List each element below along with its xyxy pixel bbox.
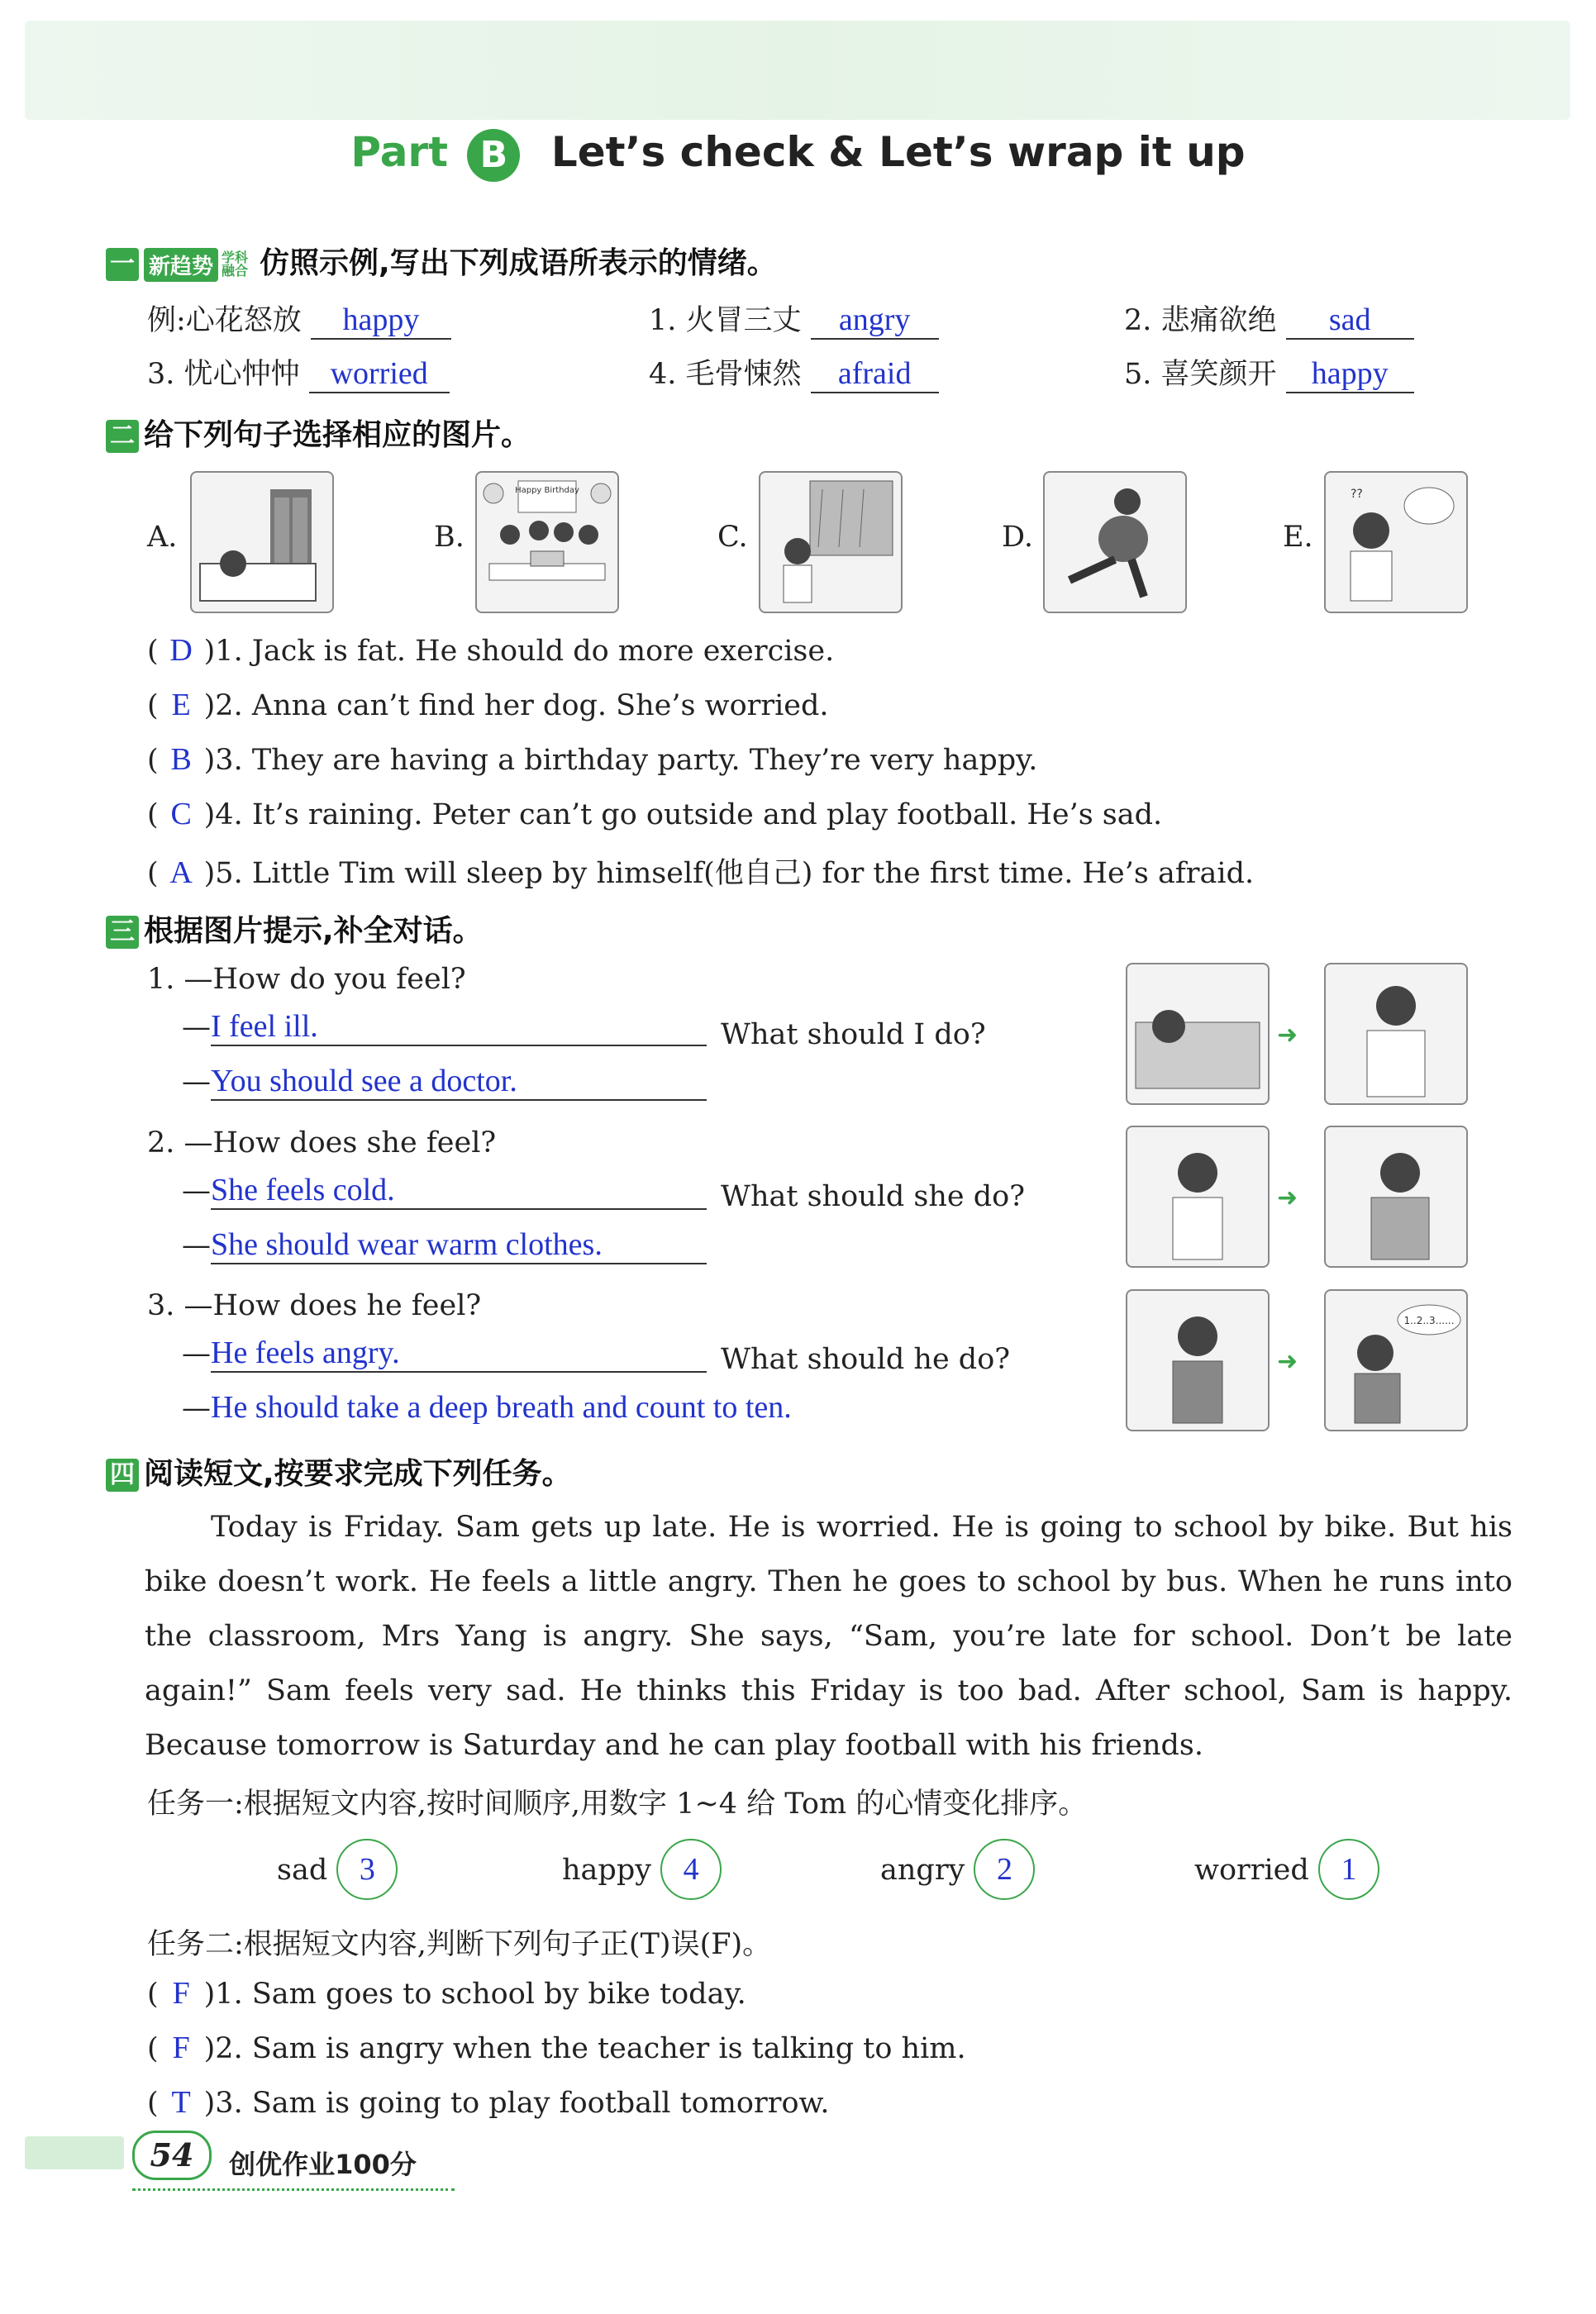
- mood-item: [1194, 1839, 1379, 1900]
- dialog-answer[interactable]: You should see a doctor.: [211, 1063, 707, 1101]
- dialog-question: 3. —How does he feel?: [147, 1289, 482, 1322]
- section4-instruction: 阅读短文,按要求完成下列任务。: [144, 1457, 572, 1491]
- matching-text: )2. Anna can’t find her dog. She’s worried.: [203, 689, 829, 722]
- picture-sleeping-child: [190, 471, 334, 613]
- section2-badge: 二: [106, 420, 139, 453]
- dialog-answer[interactable]: He should take a deep breath and count to ten.: [211, 1390, 792, 1425]
- dialog-answer[interactable]: She should wear warm clothes.: [211, 1226, 707, 1264]
- matching-item: ( D )1. Jack is fat. He should do more exercise.: [147, 633, 835, 668]
- picture-rainy-window: [759, 471, 903, 613]
- task1-instruction: 任务一:根据短文内容,按时间顺序,用数字 1~4 给 Tom 的心情变化排序。: [147, 1788, 1088, 1821]
- dialog-answer-line: —He feels angry.: [182, 1335, 707, 1373]
- mood-order-circle[interactable]: 1: [1318, 1839, 1379, 1900]
- picture-warm-clothes: [1324, 1126, 1468, 1268]
- arrow-icon: ➜: [1277, 1021, 1298, 1050]
- idiom-item: [1124, 298, 1414, 340]
- matching-answer[interactable]: D: [169, 633, 193, 668]
- idiom-item: [649, 351, 939, 393]
- picture-sick-in-bed: [1126, 963, 1270, 1105]
- trend-label: 新趋势: [144, 248, 218, 282]
- matching-item: ( B )3. They are having a birthday party. They’re very happy.: [147, 742, 1038, 777]
- judge-item: ( F )1. Sam goes to school by bike today.: [147, 1976, 746, 2011]
- idiom-answer[interactable]: happy: [1286, 355, 1414, 393]
- footer-band: [25, 2136, 124, 2169]
- section2-instruction: 给下列句子选择相应的图片。: [144, 418, 531, 452]
- matching-text: )3. They are having a birthday party. They’re very happy.: [203, 744, 1038, 777]
- idiom-item: [147, 298, 451, 340]
- page-title: [0, 128, 1596, 182]
- mood-item: [880, 1839, 1035, 1900]
- matching-answer[interactable]: E: [171, 688, 191, 722]
- idiom-item: [1124, 351, 1414, 393]
- matching-answer[interactable]: B: [170, 742, 192, 777]
- mood-word: happy: [562, 1854, 651, 1887]
- dialog-answer-line: —He should take a deep breath and count to ten.: [182, 1390, 792, 1425]
- judge-answer[interactable]: F: [172, 1976, 190, 2011]
- matching-text: )1. Jack is fat. He should do more exercise.: [203, 635, 835, 668]
- mood-word: sad: [277, 1854, 328, 1887]
- judge-item: ( T )3. Sam is going to play football tomorrow.: [147, 2085, 830, 2120]
- arrow-icon: ➜: [1277, 1183, 1298, 1212]
- idiom-label: 2. 悲痛欲绝: [1124, 304, 1277, 337]
- dialog-answer-line: —You should see a doctor.: [182, 1063, 707, 1101]
- picture-label-d: D.: [1002, 521, 1033, 554]
- judge-text: )3. Sam is going to play football tomorrow.: [203, 2087, 830, 2120]
- idiom-label: 例:心花怒放: [147, 304, 302, 337]
- judge-item: ( F )2. Sam is angry when the teacher is talking to him.: [147, 2031, 966, 2065]
- idiom-label: 1. 火冒三丈: [649, 304, 802, 337]
- dialog-answer[interactable]: I feel ill.: [211, 1008, 707, 1046]
- part-letter-badge: B: [467, 129, 520, 182]
- idiom-answer[interactable]: sad: [1286, 302, 1414, 340]
- section1-badge: 一: [106, 248, 139, 281]
- picture-label-c: C.: [717, 521, 748, 554]
- picture-angry-boy: [1126, 1289, 1270, 1431]
- dialog-question: 2. —How does she feel?: [147, 1126, 497, 1159]
- thought-text: ??: [1351, 488, 1363, 501]
- idiom-answer[interactable]: happy: [311, 302, 451, 340]
- dialog-prompt: What should he do?: [721, 1343, 1011, 1376]
- mood-item: [562, 1839, 722, 1900]
- section3-heading: [106, 907, 483, 950]
- page-number: 54: [132, 2131, 212, 2180]
- matching-answer[interactable]: C: [170, 797, 192, 831]
- section3-badge: 三: [106, 916, 139, 949]
- picture-label-b: B.: [434, 521, 465, 554]
- mood-order-circle[interactable]: 2: [974, 1839, 1035, 1900]
- section2-heading: [106, 412, 531, 454]
- section4-heading: [106, 1450, 572, 1493]
- dialog-question: 1. —How do you feel?: [147, 963, 466, 996]
- dialog-prompt: What should I do?: [721, 1018, 986, 1051]
- idiom-item: [147, 351, 450, 393]
- idiom-answer[interactable]: afraid: [811, 355, 939, 393]
- section1-heading: [106, 240, 777, 282]
- mood-word: angry: [880, 1854, 965, 1887]
- judge-answer[interactable]: F: [172, 2031, 190, 2065]
- judge-text: )1. Sam goes to school by bike today.: [203, 1978, 746, 2011]
- header-band: [25, 21, 1570, 120]
- judge-answer[interactable]: T: [171, 2085, 191, 2120]
- picture-worried-girl: [1324, 471, 1468, 613]
- matching-item: ( C )4. It’s raining. Peter can’t go outside and play football. He’s sad.: [147, 797, 1163, 831]
- idiom-label: 3. 忧心忡忡: [147, 358, 300, 391]
- matching-text: )4. It’s raining. Peter can’t go outside and play football. He’s sad.: [203, 798, 1163, 831]
- trend-sub-label: 学科融合: [222, 250, 249, 279]
- picture-cold-girl: [1126, 1126, 1270, 1268]
- idiom-item: [649, 298, 939, 340]
- matching-item: ( E )2. Anna can’t find her dog. She’s worried.: [147, 688, 829, 722]
- footer-dotted-rule: [132, 2188, 455, 2191]
- picture-running-boy: [1043, 471, 1187, 613]
- idiom-answer[interactable]: worried: [309, 355, 450, 393]
- picture-label-a: A.: [147, 521, 178, 554]
- part-word: Part: [350, 128, 448, 176]
- title-text: Let’s check & Let’s wrap it up: [550, 128, 1246, 176]
- task2-instruction: 任务二:根据短文内容,判断下列句子正(T)误(F)。: [147, 1928, 772, 1961]
- section1-instruction: 仿照示例,写出下列成语所表示的情绪。: [260, 246, 777, 280]
- picture-counting-boy: [1324, 1289, 1468, 1431]
- mood-order-circle[interactable]: 3: [336, 1839, 398, 1900]
- matching-text: )5. Little Tim will sleep by himself(他自己) for the first time. He’s afraid.: [203, 857, 1255, 890]
- mood-order-circle[interactable]: 4: [660, 1839, 722, 1900]
- idiom-answer[interactable]: angry: [811, 302, 939, 340]
- arrow-icon: ➜: [1277, 1347, 1298, 1376]
- idiom-label: 4. 毛骨悚然: [649, 358, 802, 391]
- section4-badge: 四: [106, 1459, 139, 1492]
- cake-banner-text: Happy Birthday: [515, 486, 579, 495]
- picture-doctor: [1324, 963, 1468, 1105]
- reading-passage: Today is Friday. Sam gets up late. He is worried. He is going to school by bike. But his bike doesn’t work. He feels a little angry. Then he goes to school by bus. When he runs into the classroom, Mrs Yang is angry. She says, “Sam, you’re late for school. Don’t be late again!” Sam feels very sad. He thinks this Friday is too bad. After school, Sam is happy. Because tomorrow is Saturday and he can play football with his friends.: [145, 1511, 1513, 1762]
- picture-birthday-party: [475, 471, 619, 613]
- matching-item: ( A )5. Little Tim will sleep by himself(他自己) for the first time. He’s afraid.: [147, 855, 1255, 890]
- dialog-answer-line: —She should wear warm clothes.: [182, 1226, 707, 1264]
- dialog-answer[interactable]: He feels angry.: [211, 1335, 707, 1373]
- book-title: 创优作业100分: [229, 2148, 417, 2180]
- matching-answer[interactable]: A: [169, 855, 193, 890]
- dialog-answer-line: —She feels cold.: [182, 1172, 707, 1210]
- idiom-label: 5. 喜笑颜开: [1124, 358, 1277, 391]
- picture-label-e: E.: [1283, 521, 1313, 554]
- dialog-prompt: What should she do?: [721, 1180, 1025, 1213]
- speech-bubble-text: 1..2..3......: [1403, 1315, 1455, 1326]
- dialog-answer-line: —I feel ill.: [182, 1008, 707, 1046]
- judge-text: )2. Sam is angry when the teacher is talking to him.: [203, 2032, 966, 2065]
- dialog-answer[interactable]: She feels cold.: [211, 1172, 707, 1210]
- mood-word: worried: [1194, 1854, 1309, 1887]
- footer: [132, 2131, 417, 2182]
- mood-item: [277, 1839, 398, 1900]
- section3-instruction: 根据图片提示,补全对话。: [144, 914, 483, 948]
